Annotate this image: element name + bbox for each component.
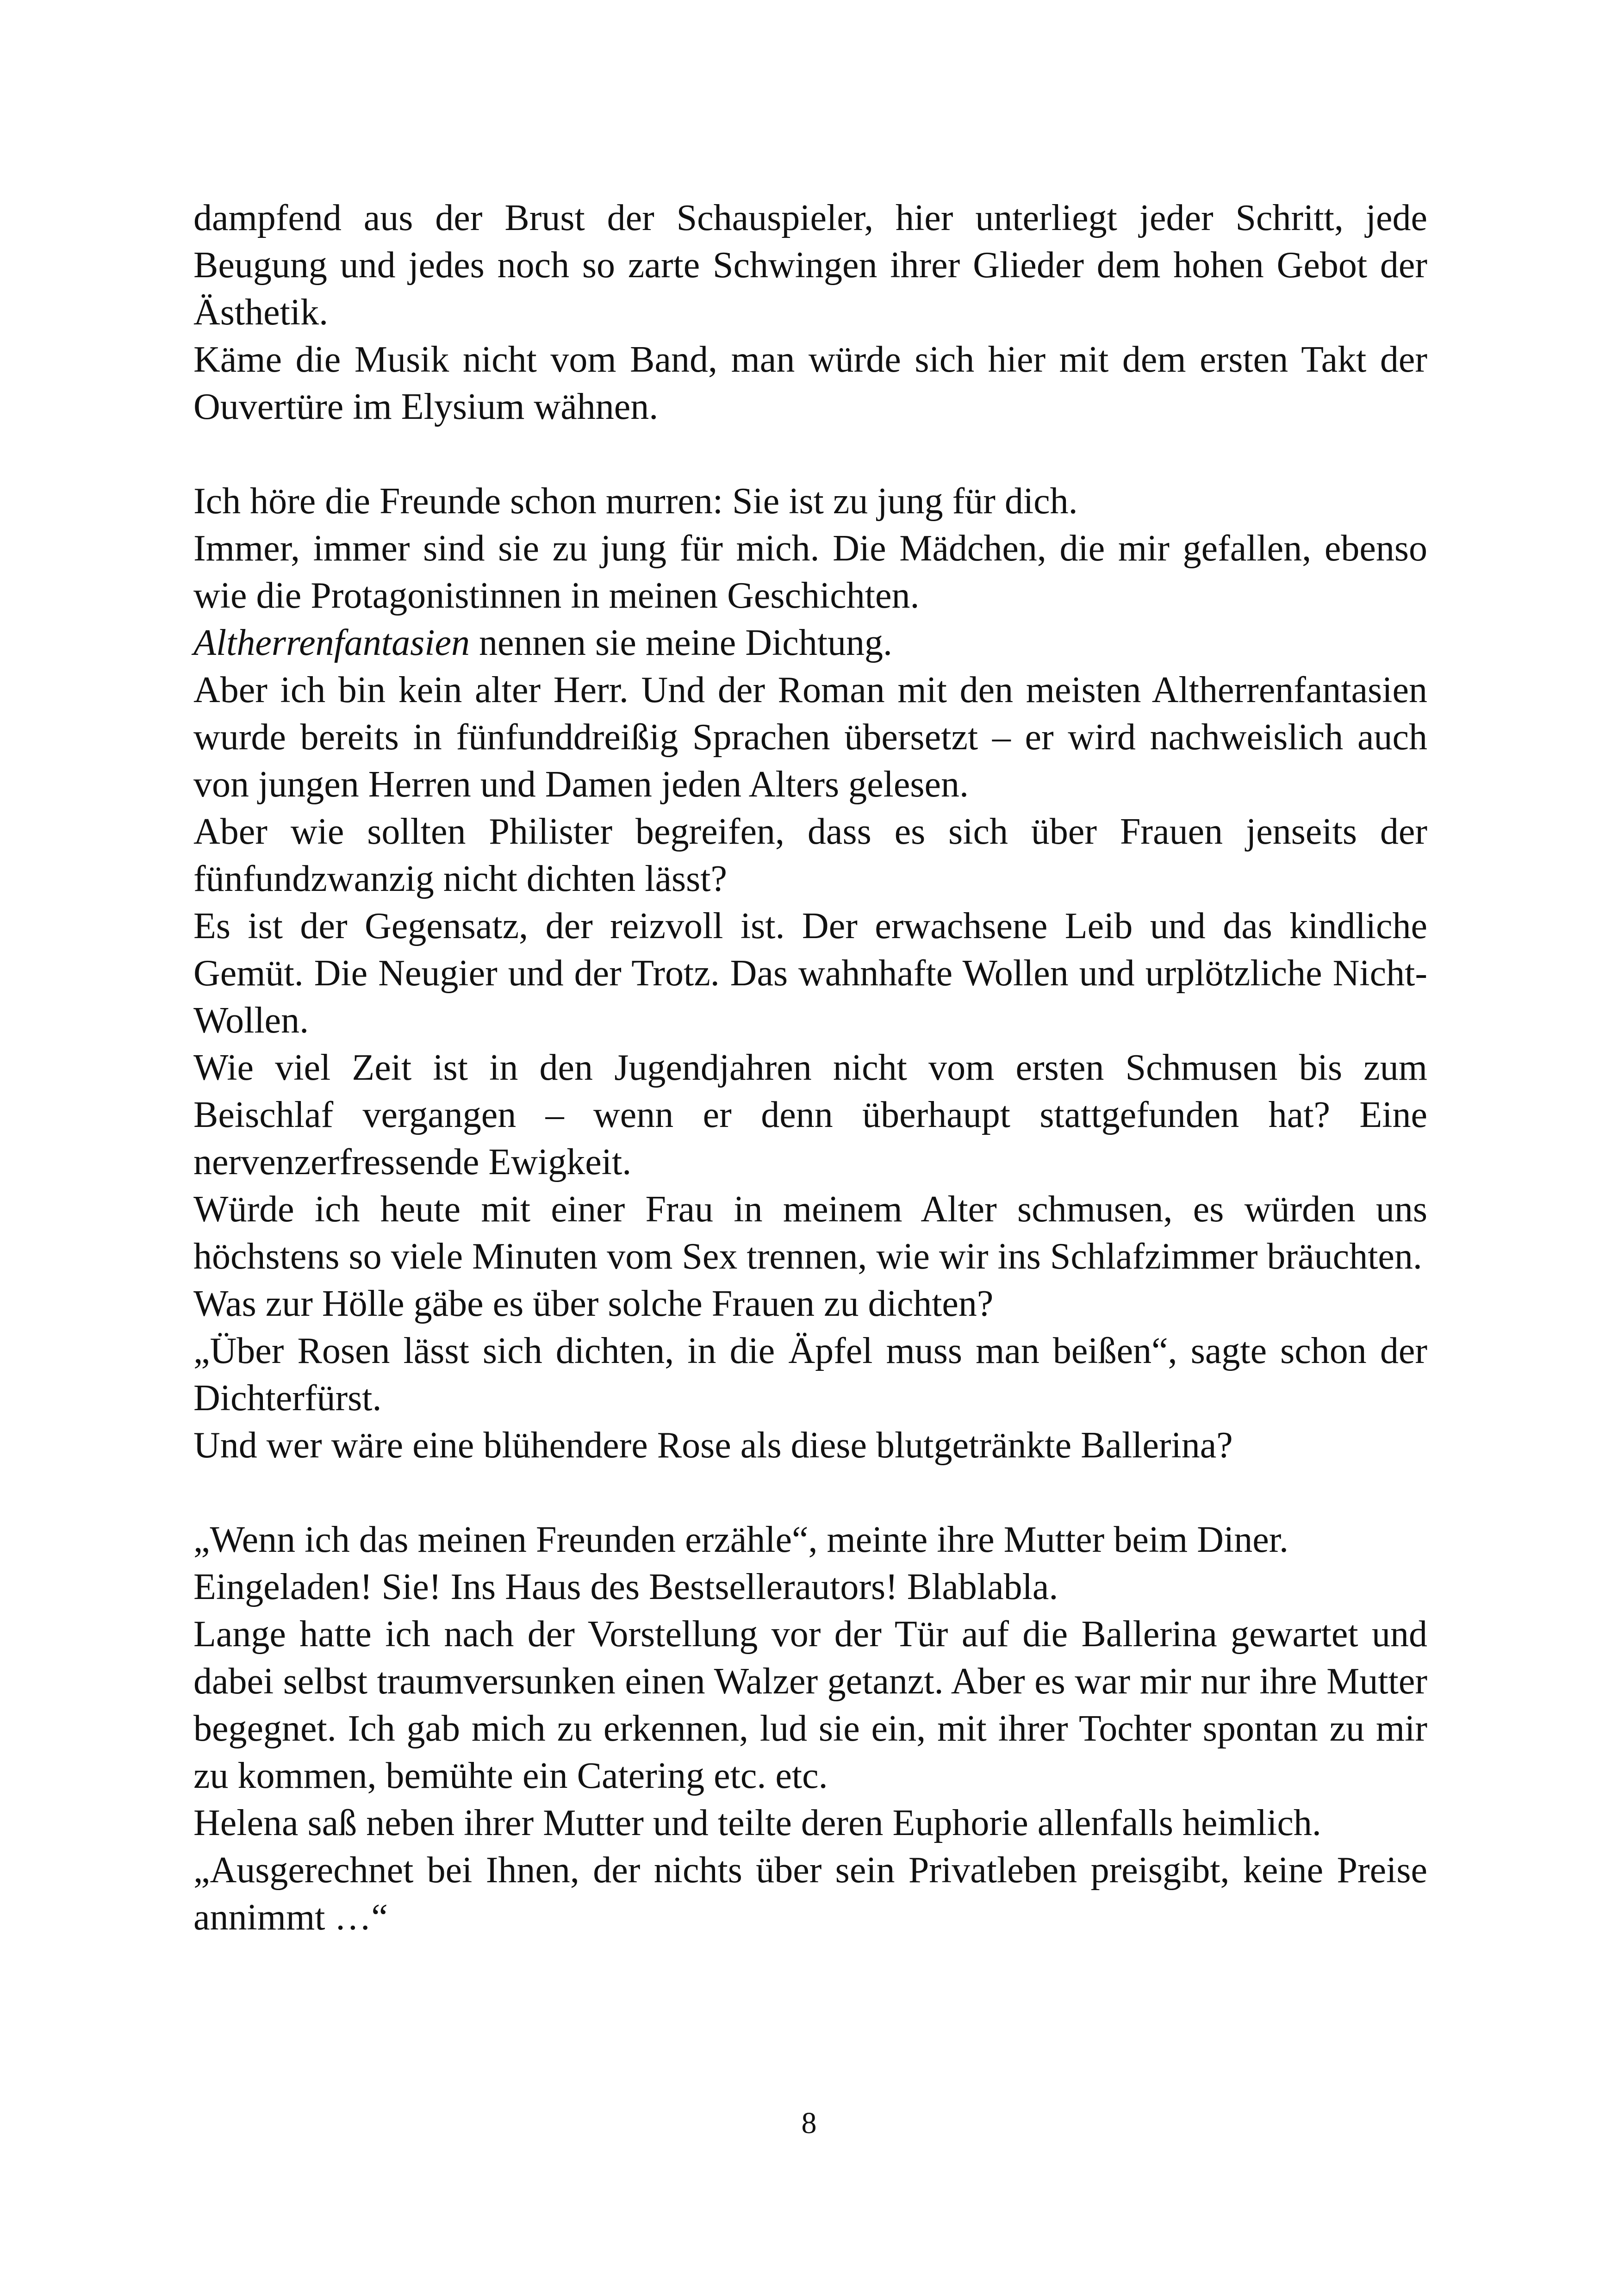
paragraph-text: nennen sie meine Dichtung. [469, 622, 893, 663]
paragraph: Eingeladen! Sie! Ins Haus des Bestsellerautors! Blablabla. [193, 1567, 1058, 1607]
paragraph: Es ist der Gegensatz, der reizvoll ist. Der erwachsene Leib und das kindliche Gemüt. Die Neugier und der Trotz. Das wahnhafte Wollen und urplötzliche Nicht-Wollen. [193, 906, 1427, 1041]
document-body [193, 194, 1427, 1941]
paragraph-gap [193, 430, 1427, 478]
paragraph: Wie viel Zeit ist in den Jugendjahren nicht vom ersten Schmusen bis zum Beischlaf vergangen – wenn er denn überhaupt stattgefunden hat? Eine nervenzerfressende Ewigkeit. [193, 1047, 1427, 1182]
paragraph: Aber ich bin kein alter Herr. Und der Roman mit den meisten Altherrenfantasien wurde bereits in fünfunddreißig Sprachen übersetzt – er wird nachweislich auch von jungen Herren und Damen jeden Alters gelesen. [193, 670, 1427, 805]
paragraph: „Wenn ich das meinen Freunden erzähle“, meinte ihre Mutter beim Diner. [193, 1519, 1289, 1560]
page-number: 8 [801, 2106, 817, 2140]
paragraph: „Über Rosen lässt sich dichten, in die Äpfel muss man beißen“, sagte schon der Dichterfürst. [193, 1331, 1427, 1419]
paragraph: Käme die Musik nicht vom Band, man würde sich hier mit dem ersten Takt der Ouvertüre im Elysium wähnen. [193, 339, 1427, 427]
paragraph: Helena saß neben ihrer Mutter und teilte deren Euphorie allenfalls heimlich. [193, 1803, 1321, 1843]
paragraph: Was zur Hölle gäbe es über solche Frauen zu dichten? [193, 1283, 994, 1324]
paragraph: „Ausgerechnet bei Ihnen, der nichts über sein Privatleben preisgibt, keine Preise annimmt …“ [193, 1850, 1427, 1938]
paragraph [193, 619, 1427, 666]
paragraph: Würde ich heute mit einer Frau in meinem Alter schmusen, es würden uns höchstens so viele Minuten vom Sex trennen, wie wir ins Schlafzimmer bräuchten. [193, 1189, 1427, 1277]
paragraph: Ich höre die Freunde schon murren: Sie ist zu jung für dich. [193, 481, 1078, 522]
italic-term: Altherrenfantasien [193, 622, 470, 663]
paragraph: Und wer wäre eine blühendere Rose als diese blutgetränkte Ballerina? [193, 1425, 1233, 1466]
paragraph: Immer, immer sind sie zu jung für mich. Die Mädchen, die mir gefallen, ebenso wie die Protagonistinnen in meinen Geschichten. [193, 528, 1427, 616]
paragraph-gap [193, 1469, 1427, 1516]
paragraph: Aber wie sollten Philister begreifen, dass es sich über Frauen jenseits der fünfundzwanzig nicht dichten lässt? [193, 811, 1427, 899]
paragraph: dampfend aus der Brust der Schauspieler, hier unterliegt jeder Schritt, jede Beugung und jedes noch so zarte Schwingen ihrer Glieder dem hohen Gebot der Ästhetik. [193, 198, 1427, 333]
paragraph: Lange hatte ich nach der Vorstellung vor der Tür auf die Ballerina gewartet und dabei selbst traumversunken einen Walzer getanzt. Aber es war mir nur ihre Mutter begegnet. Ich gab mich zu erkennen, lud sie ein, mit ihrer Tochter spontan zu mir zu kommen, bemühte ein Catering etc. etc. [193, 1614, 1427, 1796]
